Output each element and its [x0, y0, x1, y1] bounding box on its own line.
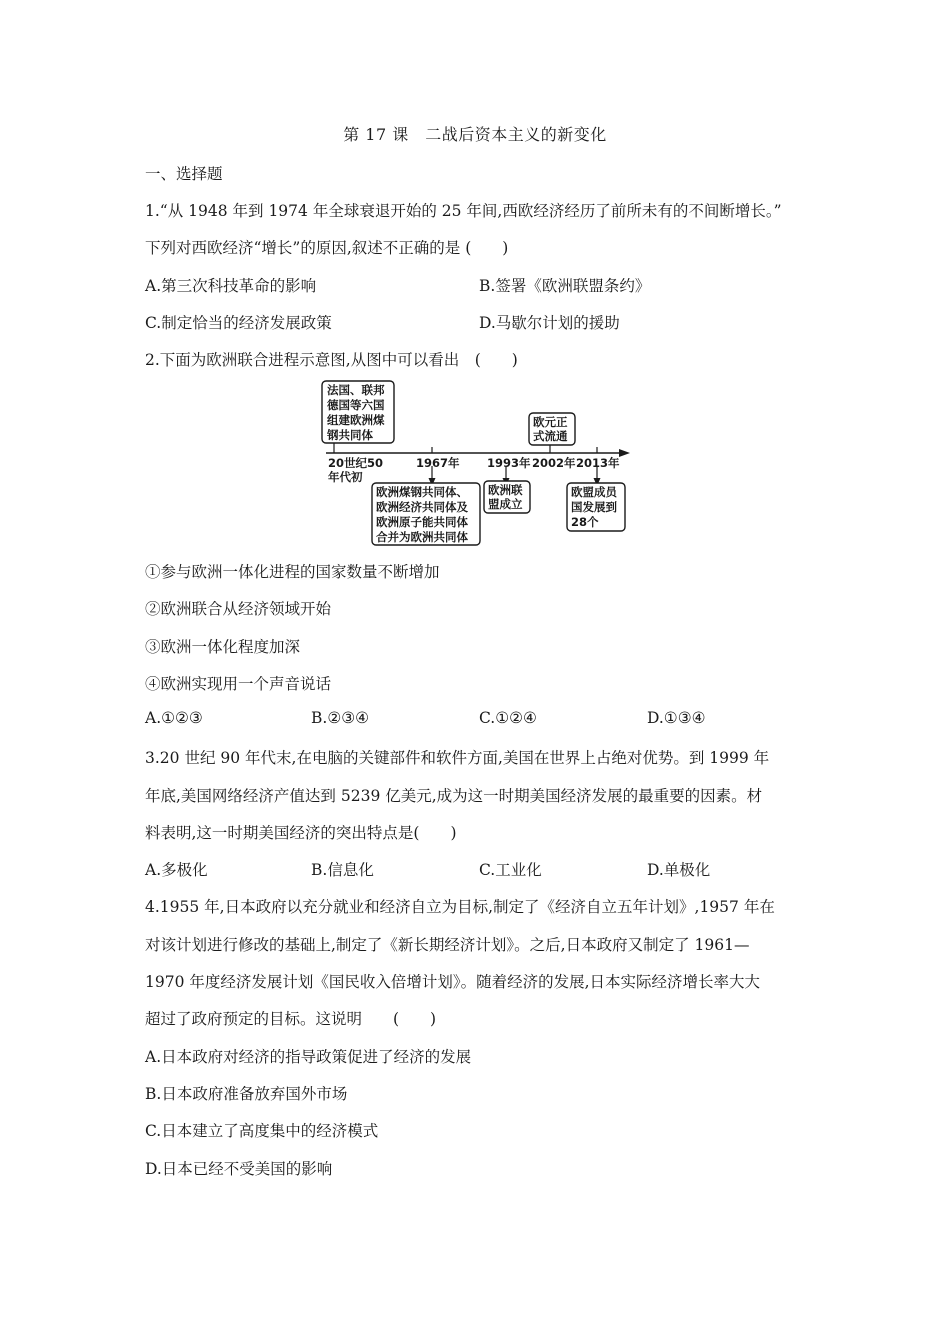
- q3-stem-line2: 年底,美国网络经济产值达到 5239 亿美元,成为这一时期美国经济发展的最重要的因素。材: [145, 787, 763, 805]
- q1-option-a: A.第三次科技革命的影响: [145, 277, 317, 295]
- year-label-1950s: 20世纪50: [328, 456, 384, 470]
- q1-option-b: B.签署《欧洲联盟条约》: [479, 277, 651, 295]
- svg-text:钢共同体: 钢共同体: [327, 428, 373, 442]
- q2-statement-2: ②欧洲联合从经济领域开始: [145, 600, 332, 618]
- box-euro-circulation: [529, 413, 575, 445]
- year-label-2013: 2013年: [576, 456, 620, 470]
- year-label-1950s-line2: 年代初: [328, 470, 363, 484]
- svg-text:组建欧洲煤: 组建欧洲煤: [327, 413, 385, 427]
- svg-text:欧洲经济共同体及: 欧洲经济共同体及: [376, 500, 468, 514]
- q3-option-b: B.信息化: [311, 861, 374, 879]
- q2-option-b: B.②③④: [311, 709, 370, 727]
- eu-integration-timeline-diagram: [310, 378, 650, 548]
- svg-text:欧盟成员: 欧盟成员: [571, 485, 617, 499]
- svg-text:盟成立: 盟成立: [488, 497, 523, 511]
- svg-text:国发展到: 国发展到: [571, 500, 617, 514]
- svg-text:欧洲原子能共同体: 欧洲原子能共同体: [376, 515, 468, 529]
- q1-option-c: C.制定恰当的经济发展政策: [145, 314, 332, 332]
- q2-stem: 2.下面为欧洲联合进程示意图,从图中可以看出 ( ): [145, 351, 518, 369]
- q4-option-a: A.日本政府对经济的指导政策促进了经济的发展: [145, 1048, 472, 1066]
- box-ecsc-founding: [322, 381, 394, 443]
- year-label-1993: 1993年: [487, 456, 531, 470]
- q3-option-d: D.单极化: [647, 861, 711, 879]
- q2-option-a: A.①②③: [145, 709, 203, 727]
- timeline-arrowhead: [619, 449, 630, 457]
- box-eu-28-members: [567, 483, 625, 531]
- box-eu-founded: [484, 481, 530, 513]
- lesson-title: 第 17 课 二战后资本主义的新变化: [343, 125, 607, 144]
- q3-stem-line1: 3.20 世纪 90 年代末,在电脑的关键部件和软件方面,美国在世界上占绝对优势。到 1999 年: [145, 749, 770, 767]
- q1-stem-line1: 1.“从 1948 年到 1974 年全球衰退开始的 25 年间,西欧经济经历了前所未有的不间断增长。”: [145, 202, 782, 220]
- svg-text:法国、联邦: 法国、联邦: [327, 383, 385, 397]
- section-heading: 一、选择题: [145, 165, 223, 183]
- svg-text:28个: 28个: [571, 515, 599, 529]
- q2-option-c: C.①②④: [479, 709, 537, 727]
- q3-option-c: C.工业化: [479, 861, 542, 879]
- q1-stem-line2: 下列对西欧经济“增长”的原因,叙述不正确的是 ( ): [145, 239, 509, 257]
- q4-stem-line1: 4.1955 年,日本政府以充分就业和经济自立为目标,制定了《经济自立五年计划》,1957 年在: [145, 898, 775, 916]
- q2-statement-1: ①参与欧洲一体化进程的国家数量不断增加: [145, 563, 440, 581]
- svg-text:合并为欧洲共同体: 合并为欧洲共同体: [376, 530, 468, 544]
- svg-text:欧元正: 欧元正: [533, 415, 568, 429]
- box-ec-merger: [372, 483, 480, 545]
- q2-statement-4: ④欧洲实现用一个声音说话: [145, 675, 332, 693]
- svg-text:式流通: 式流通: [533, 429, 568, 443]
- svg-text:德国等六国: 德国等六国: [327, 398, 385, 412]
- svg-text:欧洲煤钢共同体、: 欧洲煤钢共同体、: [376, 485, 468, 499]
- q4-option-d: D.日本已经不受美国的影响: [145, 1160, 333, 1178]
- q4-stem-line4: 超过了政府预定的目标。这说明 ( ): [145, 1010, 437, 1028]
- q3-option-a: A.多极化: [145, 861, 208, 879]
- q4-stem-line2: 对该计划进行修改的基础上,制定了《新长期经济计划》。之后,日本政府又制定了 1961—: [145, 936, 750, 954]
- q3-stem-line3: 料表明,这一时期美国经济的突出特点是( ): [145, 824, 457, 842]
- year-label-2002: 2002年: [532, 456, 576, 470]
- q4-option-c: C.日本建立了高度集中的经济模式: [145, 1122, 379, 1140]
- svg-text:欧洲联: 欧洲联: [488, 483, 523, 497]
- q2-option-d: D.①③④: [647, 709, 706, 727]
- q4-option-b: B.日本政府准备放弃国外市场: [145, 1085, 348, 1103]
- q1-option-d: D.马歇尔计划的援助: [479, 314, 620, 332]
- q2-statement-3: ③欧洲一体化程度加深: [145, 638, 301, 656]
- year-label-1967: 1967年: [416, 456, 460, 470]
- q4-stem-line3: 1970 年度经济发展计划《国民收入倍增计划》。随着经济的发展,日本实际经济增长率大大: [145, 973, 761, 991]
